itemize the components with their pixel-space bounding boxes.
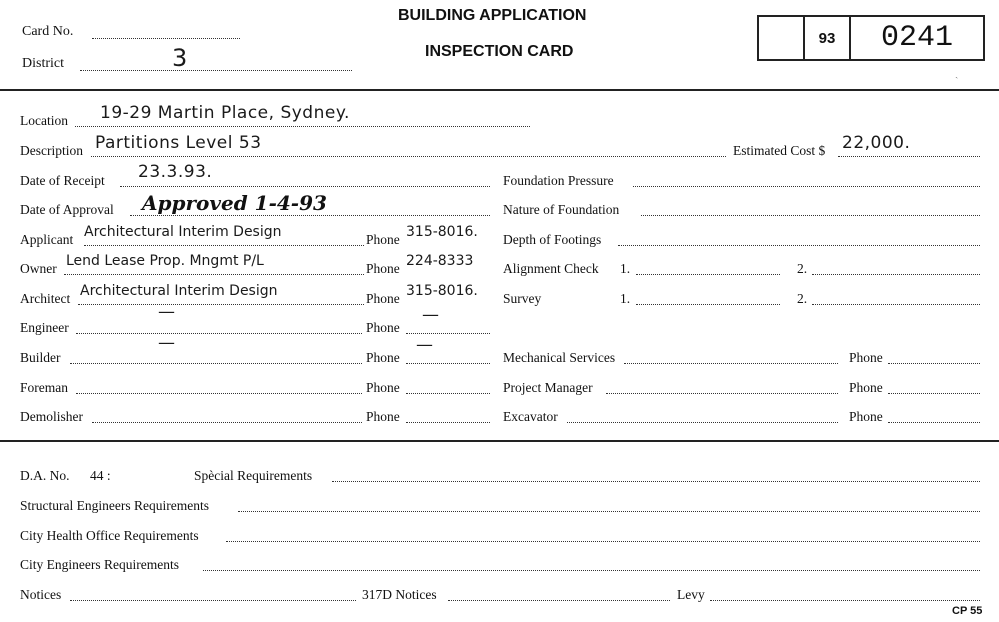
structural-requirements-line[interactable] bbox=[238, 511, 980, 512]
builder-line[interactable] bbox=[70, 363, 362, 364]
health-requirements-line[interactable] bbox=[226, 541, 980, 542]
depth-footings-label: Depth of Footings bbox=[503, 232, 602, 247]
alignment-1-line[interactable] bbox=[636, 274, 780, 275]
project-manager-phone-line[interactable] bbox=[888, 393, 980, 394]
engineer-phone-line[interactable] bbox=[406, 333, 490, 334]
excavator-line[interactable] bbox=[567, 422, 838, 423]
foreman-phone-line[interactable] bbox=[406, 393, 490, 394]
tick-mark: ˎ bbox=[955, 68, 959, 79]
foreman-line[interactable] bbox=[76, 393, 362, 394]
notices-label: Notices bbox=[20, 587, 62, 602]
builder-phone-value: — bbox=[416, 335, 434, 355]
notices-317d-label: 317D Notices bbox=[362, 587, 437, 602]
builder-phone-line[interactable] bbox=[406, 363, 490, 364]
description-value: Partitions Level 53 bbox=[95, 133, 262, 153]
project-manager-line[interactable] bbox=[606, 393, 838, 394]
description-line[interactable] bbox=[91, 156, 726, 157]
form-code: CP 55 bbox=[952, 605, 983, 617]
excavator-phone-label: Phone bbox=[849, 409, 883, 424]
engineer-label: Engineer bbox=[20, 320, 69, 335]
foreman-phone-label: Phone bbox=[366, 380, 400, 395]
builder-phone-label: Phone bbox=[366, 350, 400, 365]
city-engineers-label: City Engineers Requirements bbox=[20, 557, 179, 572]
da-no-value: 44 : bbox=[90, 468, 111, 483]
foreman-label: Foreman bbox=[20, 380, 68, 395]
alignment-2-line[interactable] bbox=[812, 274, 980, 275]
year-box: 93 bbox=[805, 17, 851, 59]
title-line-1: BUILDING APPLICATION bbox=[398, 7, 587, 24]
demolisher-label: Demolisher bbox=[20, 409, 83, 424]
applicant-phone-label: Phone bbox=[366, 232, 400, 247]
project-manager-label: Project Manager bbox=[503, 380, 593, 395]
owner-phone-value: 224-8333 bbox=[406, 253, 474, 269]
applicant-line[interactable] bbox=[84, 245, 364, 246]
builder-label: Builder bbox=[20, 350, 61, 365]
district-value: 3 bbox=[172, 44, 188, 72]
architect-phone-label: Phone bbox=[366, 291, 400, 306]
survey-1-line[interactable] bbox=[636, 304, 780, 305]
foundation-pressure-line[interactable] bbox=[633, 186, 980, 187]
owner-label: Owner bbox=[20, 261, 57, 276]
excavator-label: Excavator bbox=[503, 409, 558, 424]
structural-requirements-label: Structural Engineers Requirements bbox=[20, 498, 209, 513]
project-manager-phone-label: Phone bbox=[849, 380, 883, 395]
date-approval-line[interactable] bbox=[130, 215, 490, 216]
demolisher-line[interactable] bbox=[92, 422, 362, 423]
applicant-value: Architectural Interim Design bbox=[84, 224, 282, 240]
district-label: District bbox=[22, 56, 64, 71]
mechanical-label: Mechanical Services bbox=[503, 350, 616, 365]
architect-value: Architectural Interim Design bbox=[80, 283, 278, 299]
description-label: Description bbox=[20, 143, 83, 158]
survey-2-line[interactable] bbox=[812, 304, 980, 305]
divider-bottom bbox=[0, 440, 999, 442]
district-line[interactable] bbox=[80, 70, 352, 71]
engineer-line[interactable] bbox=[76, 333, 362, 334]
mechanical-line[interactable] bbox=[624, 363, 838, 364]
architect-label: Architect bbox=[20, 291, 71, 306]
mechanical-phone-label: Phone bbox=[849, 350, 883, 365]
survey-1-label: 1. bbox=[620, 291, 631, 306]
estimated-cost-value: 22,000. bbox=[842, 133, 911, 153]
owner-phone-label: Phone bbox=[366, 261, 400, 276]
nature-foundation-line[interactable] bbox=[641, 215, 980, 216]
special-requirements-line[interactable] bbox=[332, 481, 980, 482]
blank-box bbox=[759, 17, 805, 59]
alignment-2-label: 2. bbox=[797, 261, 808, 276]
notices-line[interactable] bbox=[70, 600, 356, 601]
builder-value: — bbox=[158, 333, 176, 353]
alignment-1-label: 1. bbox=[620, 261, 631, 276]
card-no-label: Card No. bbox=[22, 24, 74, 39]
location-label: Location bbox=[20, 113, 68, 128]
applicant-label: Applicant bbox=[20, 232, 74, 247]
health-requirements-label: City Health Office Requirements bbox=[20, 528, 199, 543]
demolisher-phone-line[interactable] bbox=[406, 422, 490, 423]
date-receipt-value: 23.3.93. bbox=[138, 162, 213, 182]
architect-phone-value: 315-8016. bbox=[406, 283, 478, 299]
notices-317d-line[interactable] bbox=[448, 600, 670, 601]
owner-value: Lend Lease Prop. Mngmt P/L bbox=[66, 253, 264, 269]
levy-line[interactable] bbox=[710, 600, 980, 601]
nature-foundation-label: Nature of Foundation bbox=[503, 202, 620, 217]
location-line[interactable] bbox=[75, 126, 530, 127]
date-receipt-line[interactable] bbox=[120, 186, 490, 187]
city-engineers-line[interactable] bbox=[203, 570, 980, 571]
number-box: 0241 bbox=[880, 21, 953, 55]
survey-label: Survey bbox=[503, 291, 542, 306]
title-line-2: INSPECTION CARD bbox=[425, 43, 574, 60]
special-requirements-label: Spècial Requirements bbox=[194, 468, 313, 483]
estimated-cost-label: Estimated Cost $ bbox=[733, 143, 826, 158]
levy-label: Levy bbox=[677, 587, 705, 602]
date-receipt-label: Date of Receipt bbox=[20, 173, 105, 188]
mechanical-phone-line[interactable] bbox=[888, 363, 980, 364]
card-number-box bbox=[757, 15, 985, 61]
survey-2-label: 2. bbox=[797, 291, 808, 306]
card-no-line[interactable] bbox=[92, 38, 240, 39]
foundation-pressure-label: Foundation Pressure bbox=[503, 173, 614, 188]
engineer-value: — bbox=[158, 302, 176, 322]
demolisher-phone-label: Phone bbox=[366, 409, 400, 424]
alignment-check-label: Alignment Check bbox=[503, 261, 599, 276]
architect-line[interactable] bbox=[78, 304, 364, 305]
owner-line[interactable] bbox=[64, 274, 364, 275]
da-no-label: D.A. No. bbox=[20, 468, 70, 483]
applicant-phone-value: 315-8016. bbox=[406, 224, 478, 240]
excavator-phone-line[interactable] bbox=[888, 422, 980, 423]
estimated-cost-line[interactable] bbox=[838, 156, 980, 157]
location-value: 19-29 Martin Place, Sydney. bbox=[100, 103, 350, 123]
divider-top bbox=[0, 89, 999, 91]
depth-footings-line[interactable] bbox=[618, 245, 980, 246]
date-approval-label: Date of Approval bbox=[20, 202, 114, 217]
date-approval-value: Approved 1-4-93 bbox=[142, 191, 327, 215]
engineer-phone-label: Phone bbox=[366, 320, 400, 335]
engineer-phone-value: — bbox=[422, 305, 440, 325]
